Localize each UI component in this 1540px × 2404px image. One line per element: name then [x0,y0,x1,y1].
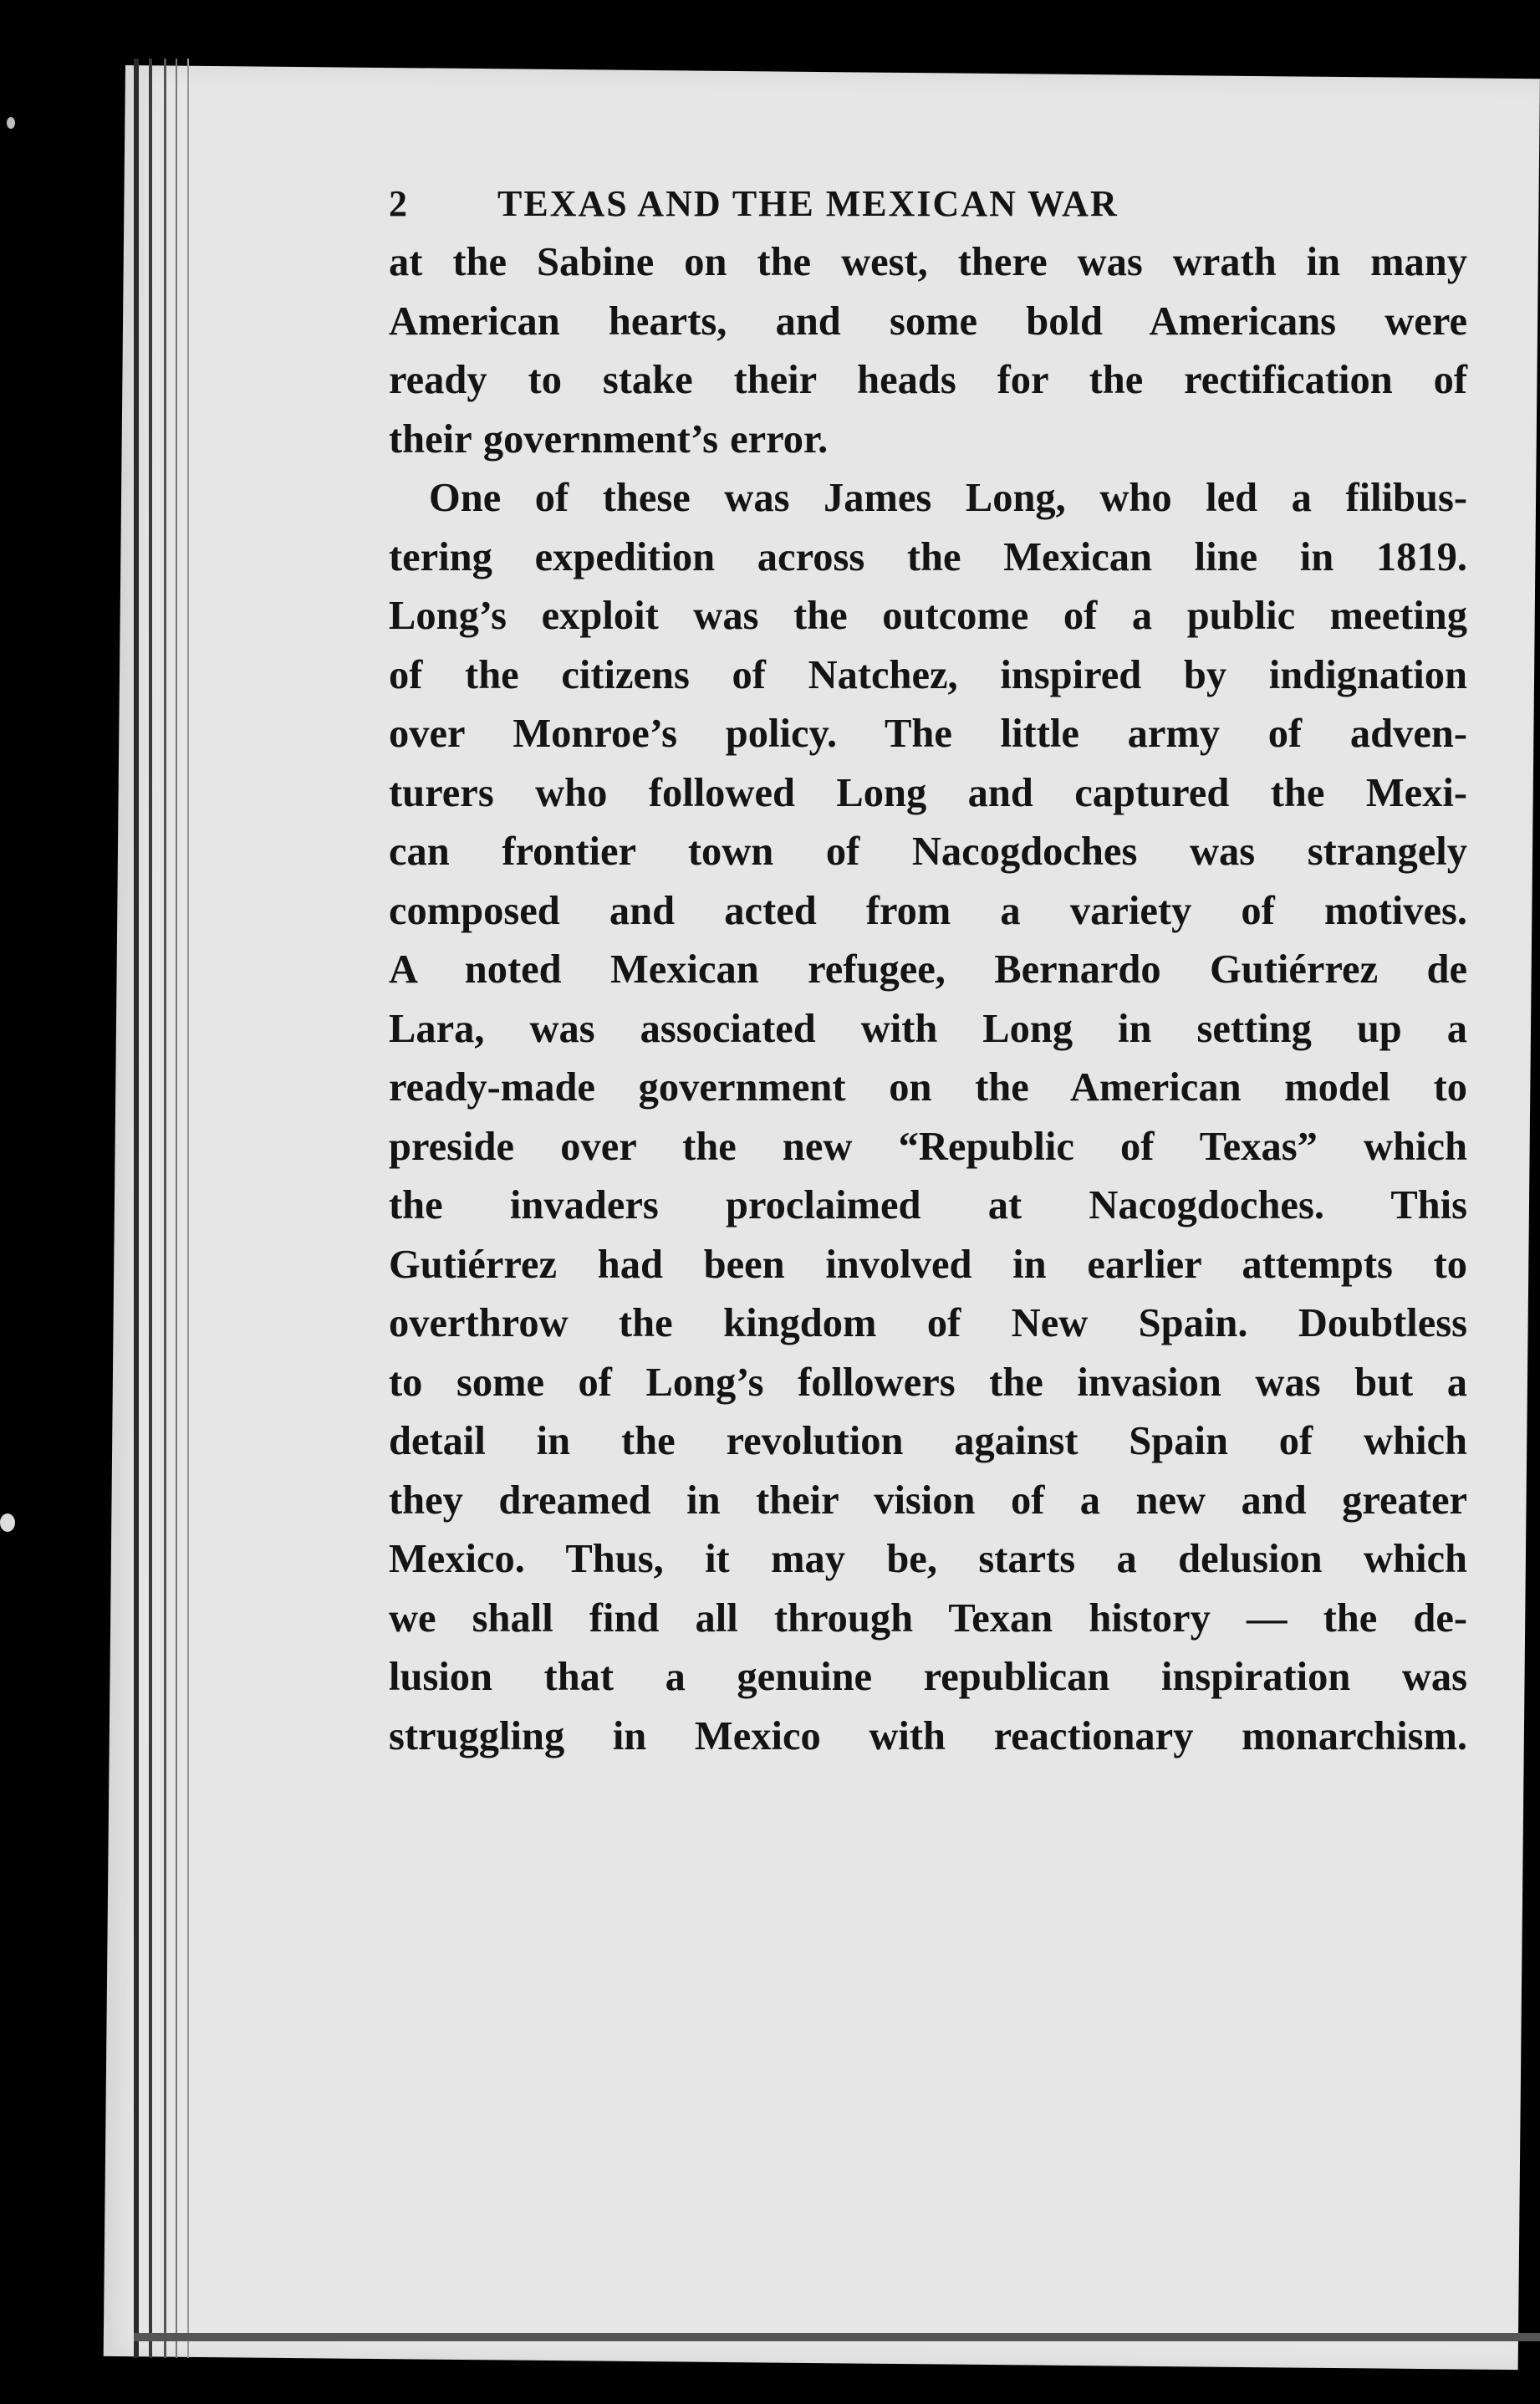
text-line: ready-made government on the American model to [389,1065,1467,1110]
text-line: to some of Long’s followers the invasion was but a [389,1360,1467,1405]
text-line: lusion that a genuine republican inspiration was [389,1655,1467,1699]
text-line: at the Sabine on the west, there was wrath in many [389,240,1467,284]
text-line: detail in the revolution against Spain of which [389,1419,1467,1463]
paragraph-1 [389,233,1467,469]
text-line: Gutiérrez had been involved in earlier attempts to [389,1242,1467,1287]
text-line: Long’s exploit was the outcome of a public meeting [389,594,1467,638]
text-line: of the citizens of Natchez, inspired by indignation [389,652,1467,697]
text-line: One of these was James Long, who led a filibus- [429,476,1467,520]
page-number: 2 [389,183,409,224]
text-line: their government’s error. [389,416,829,462]
text-line: turers who followed Long and captured the Mexi- [389,770,1467,815]
text-line: can frontier town of Nacogdoches was strangely [389,829,1467,874]
running-title: TEXAS AND THE MEXICAN WAR [497,183,1119,224]
page-edge [134,59,139,2358]
scan-speck [0,1513,15,1532]
page-edge [187,59,189,2358]
text-line: we shall find all through Texan history — the de- [389,1595,1467,1641]
text-line: struggling in Mexico with reactionary monarchism. [389,1713,1467,1758]
text-line: ready to stake their heads for the rectification of [389,358,1467,402]
text-line: Mexico. Thus, it may be, starts a delusion which [389,1537,1467,1581]
text-line: preside over the new “Republic of Texas” which [389,1124,1467,1169]
text-line: tering expedition across the Mexican line in 1819. [389,534,1467,579]
text-line: overthrow the kingdom of New Spain. Doubtless [389,1301,1467,1345]
text-line: American hearts, and some bold Americans were [389,299,1467,344]
text-line: over Monroe’s policy. The little army of adven- [389,712,1467,756]
text-line: the invaders proclaimed at Nacogdoches. This [389,1183,1467,1228]
scan-speck [7,117,15,129]
running-header [389,182,1467,225]
page-edge [176,59,177,2358]
page-edge [164,59,166,2358]
page-bottom-edge [134,2333,1540,2341]
page-text [389,182,1467,1766]
text-line: A noted Mexican refugee, Bernardo Gutiérrez de [389,947,1467,992]
paragraph-2 [389,469,1467,1766]
text-line: they dreamed in their vision of a new and greater [389,1478,1467,1523]
text-line: Lara, was associated with Long in setting up a [389,1006,1467,1051]
text-line: composed and acted from a variety of motives. [389,888,1467,933]
page-edge [149,59,152,2358]
